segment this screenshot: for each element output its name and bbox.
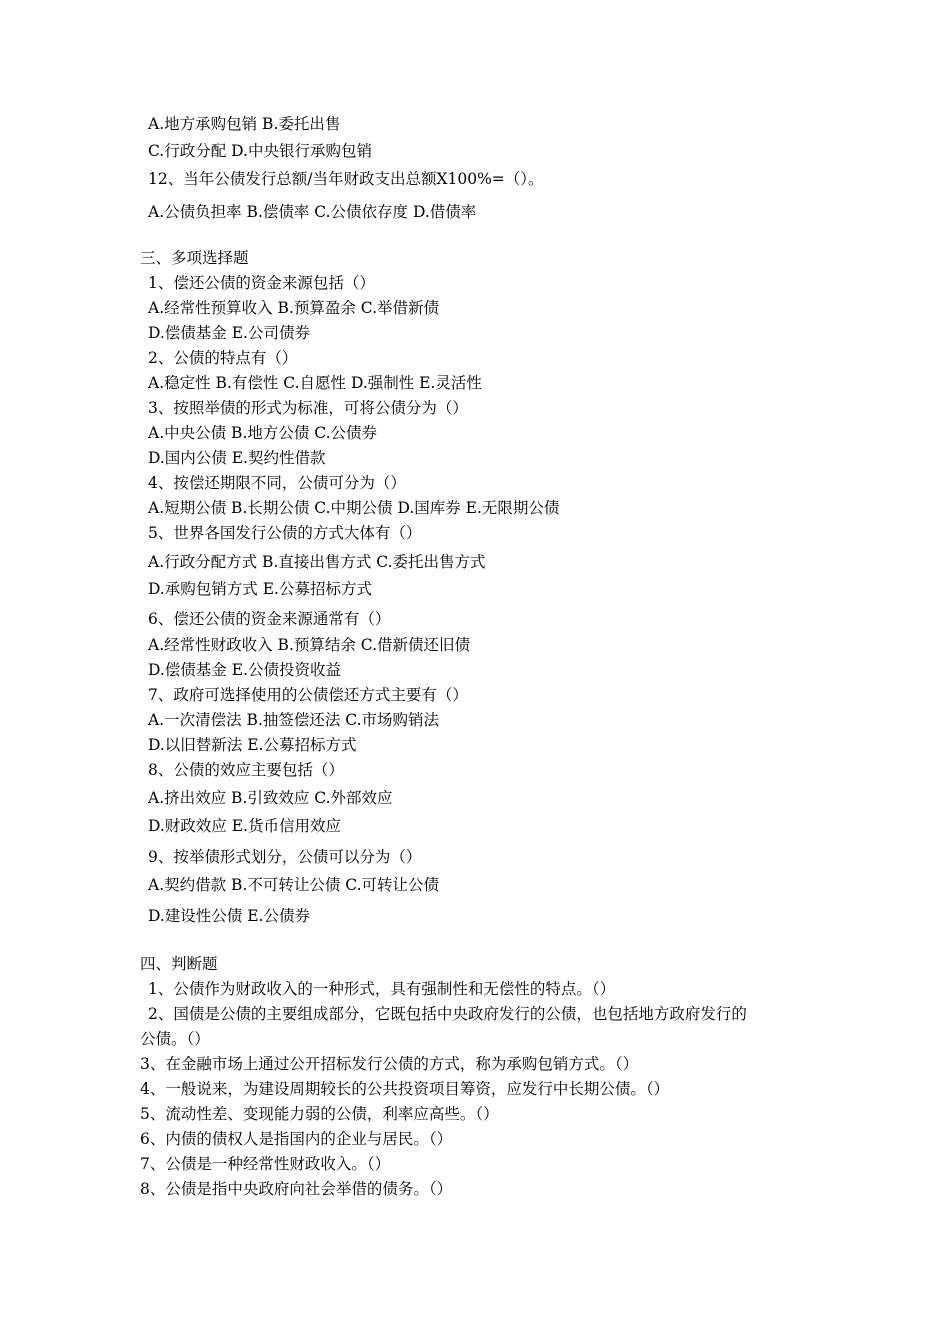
option-line: D.以旧替新法 E.公募招标方式 [148, 736, 357, 754]
question-line: 9、按举债形式划分，公债可以分为（） [148, 848, 422, 866]
question-line: 1、偿还公债的资金来源包括（） [148, 274, 375, 292]
option-line: A.公债负担率 B.偿债率 C.公债依存度 D.借债率 [148, 203, 477, 221]
option-line: D.建设性公债 E.公债券 [148, 907, 310, 925]
option-line: D.国内公债 E.契约性借款 [148, 449, 326, 467]
option-line: D.承购包销方式 E.公募招标方式 [148, 580, 372, 598]
option-line: D.财政效应 E.货币信用效应 [148, 817, 341, 835]
option-line: A.一次清偿法 B.抽签偿还法 C.市场购销法 [148, 711, 440, 729]
option-line: A.挤出效应 B.引致效应 C.外部效应 [148, 789, 393, 807]
question-line: 12、当年公债发行总额/当年财政支出总额X100%=（）。 [148, 170, 544, 188]
statement-line: 1、公债作为财政收入的一种形式，具有强制性和无偿性的特点。（） [148, 980, 616, 998]
statement-line: 6、内债的债权人是指国内的企业与居民。（） [140, 1130, 453, 1148]
option-line: D.偿债基金 E.公司债券 [148, 324, 310, 342]
option-line: A.经常性财政收入 B.预算结余 C.借新债还旧债 [148, 636, 471, 654]
statement-line: 4、一般说来，为建设周期较长的公共投资项目筹资，应发行中长期公债。（） [140, 1080, 670, 1098]
question-line: 8、公债的效应主要包括（） [148, 761, 344, 779]
option-line: A.地方承购包销 B.委托出售 [148, 115, 341, 133]
question-line: 4、按偿还期限不同，公债可分为（） [148, 474, 406, 492]
option-line: C.行政分配 D.中央银行承购包销 [148, 142, 372, 160]
question-line: 3、按照举债的形式为标准，可将公债分为（） [148, 399, 468, 417]
statement-line: 5、流动性差、变现能力弱的公债，利率应高些。（） [140, 1105, 499, 1123]
option-line: A.行政分配方式 B.直接出售方式 C.委托出售方式 [148, 553, 486, 571]
statement-line: 2、国债是公债的主要组成部分，它既包括中央政府发行的公债，也包括地方政府发行的 [148, 1005, 747, 1023]
option-line: A.稳定性 B.有偿性 C.自愿性 D.强制性 E.灵活性 [148, 374, 482, 392]
statement-line: 8、公债是指中央政府向社会举借的债务。（） [140, 1180, 453, 1198]
option-line: A.短期公债 B.长期公债 C.中期公债 D.国库券 E.无限期公债 [148, 499, 560, 517]
question-line: 2、公债的特点有（） [148, 349, 298, 367]
option-line: A.经常性预算收入 B.预算盈余 C.举借新债 [148, 299, 440, 317]
statement-line: 3、在金融市场上通过公开招标发行公债的方式，称为承购包销方式。（） [140, 1055, 639, 1073]
option-line: A.契约借款 B.不可转让公债 C.可转让公债 [148, 876, 440, 894]
question-line: 5、世界各国发行公债的方式大体有（） [148, 524, 422, 542]
question-line: 6、偿还公债的资金来源通常有（） [148, 610, 391, 628]
section-heading-true-false: 四、判断题 [140, 955, 218, 973]
question-line: 7、政府可选择使用的公债偿还方式主要有（） [148, 686, 468, 704]
statement-line: 7、公债是一种经常性财政收入。（） [140, 1155, 391, 1173]
option-line: D.偿债基金 E.公债投资收益 [148, 661, 341, 679]
section-heading-multiple-choice: 三、多项选择题 [140, 249, 249, 267]
option-line: A.中央公债 B.地方公债 C.公债券 [148, 424, 378, 442]
statement-line: 公债。（） [140, 1030, 210, 1048]
